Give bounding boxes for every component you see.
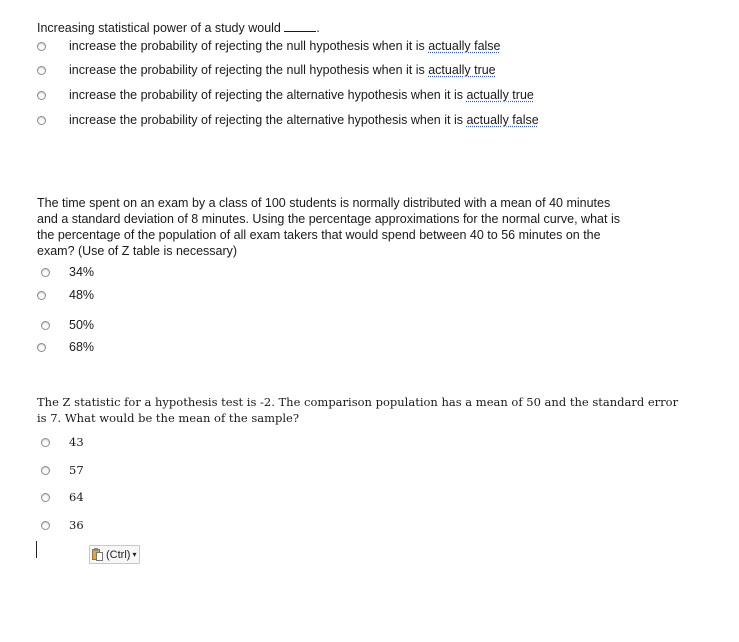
question-3 (37, 394, 678, 426)
q3-option-1-radio[interactable] (41, 438, 50, 447)
q2-option-4[interactable]: 68% (37, 339, 94, 355)
q2-option-2-radio[interactable] (37, 291, 46, 300)
q1-option-3-radio[interactable] (37, 91, 46, 100)
q1-option-4[interactable]: increase the probability of rejecting the alternative hypothesis when it is actually false (37, 112, 539, 128)
clipboard-icon (92, 548, 104, 561)
question-3-text: The Z statistic for a hypothesis test is -2. The comparison population has a mean of 50 and the standard error is 7. What would be the mean of the sample? (37, 395, 679, 425)
q3-option-2[interactable]: 57 (41, 462, 84, 478)
paste-options-label: (Ctrl) (106, 548, 131, 561)
q1-option-2-radio[interactable] (37, 66, 46, 75)
question-1-text: Increasing statistical power of a study would . (37, 21, 320, 35)
question-1 (37, 20, 320, 36)
q1-option-1-radio[interactable] (37, 42, 46, 51)
q2-option-3-radio[interactable] (41, 321, 50, 330)
q3-option-3-radio[interactable] (41, 493, 50, 502)
q1-option-3[interactable]: increase the probability of rejecting the alternative hypothesis when it is actually true (37, 87, 534, 103)
question-2 (37, 195, 620, 259)
question-2-text: The time spent on an exam by a class of 100 students is normally distributed with a mean of 40 minutes and a standard deviation of 8 minutes. Using the percentage approximations for the normal curve, what is the percentage of the population of all exam takers that would spend between 40 to 56 minutes on the exam? (Use of Z table is necessary) (37, 196, 620, 258)
chevron-down-icon: ▾ (132, 550, 137, 559)
q3-option-4-radio[interactable] (41, 521, 50, 530)
q2-option-3[interactable]: 50% (41, 317, 94, 333)
text-cursor (36, 541, 37, 558)
q1-option-2[interactable]: increase the probability of rejecting the null hypothesis when it is actually true (37, 62, 496, 78)
answer-blank (284, 20, 316, 32)
q3-option-3[interactable]: 64 (41, 489, 84, 505)
q2-option-1-radio[interactable] (41, 268, 50, 277)
q1-option-4-radio[interactable] (37, 116, 46, 125)
q3-option-2-radio[interactable] (41, 466, 50, 475)
q1-option-1[interactable]: increase the probability of rejecting the null hypothesis when it is actually false (37, 38, 501, 54)
q3-option-4[interactable]: 36 (41, 517, 84, 533)
q3-option-1[interactable]: 43 (41, 434, 84, 450)
q2-option-1[interactable]: 34% (41, 264, 94, 280)
paste-options-button[interactable] (89, 545, 140, 564)
q2-option-2[interactable]: 48% (37, 287, 94, 303)
q2-option-4-radio[interactable] (37, 343, 46, 352)
